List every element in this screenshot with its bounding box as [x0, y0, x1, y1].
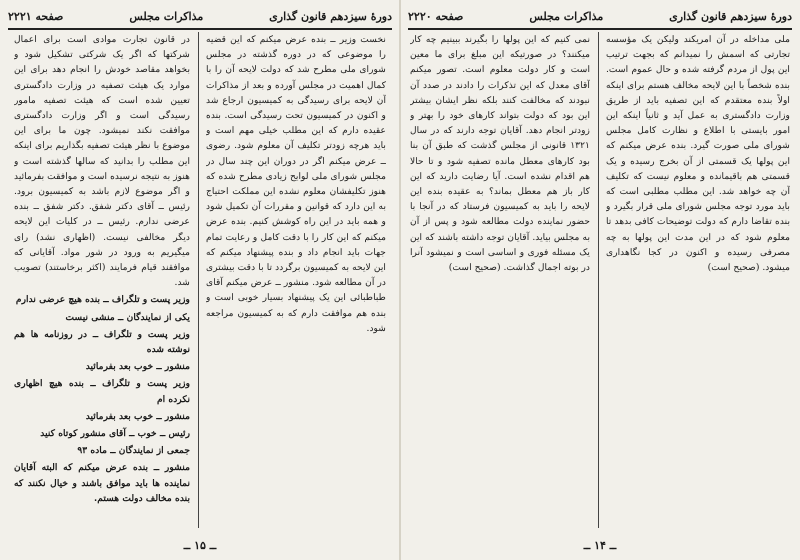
page-folio: ــ ۱۴ ــ — [583, 539, 617, 552]
speaker-line: وزیر پست و تلگراف ــ بنده هیچ اظهاری نکرده ام — [14, 378, 190, 405]
text-column-right — [206, 32, 386, 528]
header-session: دورهٔ سیزدهم قانون گذاری — [669, 9, 792, 23]
header-title: مذاکرات مجلس — [529, 9, 604, 23]
speaker-line: منشور ــ خوب بعد بفرمائید — [85, 361, 190, 373]
speaker-line: منشور ــ خوب بعد بفرمائید — [85, 410, 190, 422]
speaker-line: جمعی از نمایندگان ــ ماده ۹۳ — [77, 445, 190, 457]
column-divider — [198, 32, 199, 528]
speaker-line: وزیر پست و تلگراف ــ در روزنامه ها هم نوشته شده — [14, 328, 190, 356]
speaker-line: منشور ــ بنده عرض میکنم که البته آقایان نماینده ها باید موافق باشند و خیال نکنند که بنده مخالف دولت هستم. — [14, 462, 190, 504]
speaker-line: وزیر پست و تلگراف ــ بنده هیچ عرضی ندارم — [15, 294, 190, 306]
text-column-right — [606, 32, 790, 528]
page-header — [8, 6, 392, 26]
column-text: ملی مداخله در آن امریکند ولیکن یک مؤسسه تجارتی که اسمش را نمیدانم که بجهت ترتیب این پول از مردم گرفته شده و حال عموم است. بنده شخصاً با این لایحه مخالف هستم برای اینکه اولاً بنده معتقدم که این تصفیه باید از طریق وزارت دادگستری به عمل آید و ثانیاً اینکه این امور بایستی با اطلاع و نظارت کامل مجلس شورای ملی صورت گیرد. بنده عرض میکنم که این پولها یک قسمتی از آن بخرج رسیده و یک قسمتی هم باقیمانده و معلوم نیست که تکلیف آن چه خواهد شد. این مطلب مطلبی است که باید مورد توجه مجلس شورای ملی قرار بگیرد و بنده تقاضا دارم که دولت توضیحات کافی بدهد تا معلوم شود که در این مدت این پولها به چه مصرفی رسیده و اکنون در کجا نگاهداری میشود. (صحیح است) — [606, 34, 790, 274]
text-column-left — [410, 32, 590, 528]
header-title: مذاکرات مجلس — [129, 9, 204, 23]
column-text: نمی کنیم که این پولها را بگیرند ببینیم چه کار میکنند؟ در صورتیکه این مبلغ برای ما معین است و کار دولت معلوم است. تصور میکنم آقای معدل که این تذکرات را دادند در صدد آن نبودند که مخالفت کنند بلکه نظر ایشان بیشتر این بود که دولت بتواند کارهای خود را بهتر و زودتر انجام دهد. آقایان توجه دارند که در سال ۱۳۲۱ قانونی از مجلس گذشت که طبق آن بنا بود کارهای معطل مانده تصفیه شود و تا حالا هم اقدام نشده است. آیا رضایت دارید که این کار باز هم معطل بماند؟ به عقیده بنده این لایحه را باید به کمیسیون فرستاد که در آنجا با حضور نماینده دولت مطالعه شود و پس از آن به مجلس بیاید. آقایان توجه داشته باشند که این یک مسئله فوری و اساسی است و نمیشود آنرا در بوته اجمال گذاشت. (صحیح است) — [410, 34, 590, 274]
speaker-line: رئیس ــ خوب ــ آقای منشور کوتاه کنید — [40, 428, 190, 440]
speaker-line: یکی از نمایندگان ــ منشی نیست — [65, 311, 190, 323]
header-page-number: صفحه ۲۲۲۰ — [408, 9, 464, 23]
right-page — [400, 0, 800, 560]
header-page-number: دورهٔ سیزدهم قانون گذاری — [269, 9, 392, 23]
page-folio: ــ ۱۵ ــ — [183, 539, 217, 552]
column-text: در قانون تجارت موادی است برای اعمال شرکتها که اگر یک شرکتی تشکیل شود و بخواهد مقاصد خودش را انجام دهد برای این موارد یک هیئت تصفیه در وزارت دادگستری تعیین شده است که هیئت تصفیه مامور رسیدگی است و اگر وزارت دادگستری موافقت نکند نمیشود. چون ما برای این موضوع با نظر هیئت تصفیه بگذاریم برای اینکه این مطلب را بدانید که سالها گذشته است و هنوز به نتیجه نرسیده است و موافقت بفرمائید و اگر موضوع لازم باشد به کمیسیون برود. رئیس ــ آقای دکتر شفق. دکتر شفق ــ بنده عرضی ندارم. رئیس ــ در کلیات این لایحه دیگر مخالفی نیست. (اظهاری نشد) رای میگیریم به ورود در شور مواد. آقایانی که موافقند قیام فرمایند (اکثر برخاستند) تصویب شد. — [14, 34, 190, 289]
page-header — [408, 6, 792, 26]
column-divider — [598, 32, 599, 528]
text-column-left — [14, 32, 190, 528]
header-rule — [8, 28, 392, 30]
header-session: صفحه ۲۲۲۱ — [8, 9, 64, 23]
column-text: نخست وزیر ــ بنده عرض میکنم که این قضیه را موضوعی که در دوره گذشته در مجلس شورای ملی مطرح شد که دولت لایحه آن را با کمال اهمیت در مجلس آورده و بعد از مذاکرات آن لایحه برای رسیدگی به کمیسیون ارجاع شد و اکنون در کمیسیون تحت رسیدگی است. بنده عقیده دارم که این مطلب خیلی مهم است و باید هرچه زودتر تکلیف آن معلوم شود. رضوی ــ عرض میکنم اگر در دوران این چند سال در مجلس شورای ملی لوایح زیادی مطرح شده که هنوز تکلیفشان معلوم نشده این مملکت احتیاج به این دارد که قوانین و مقررات آن تکمیل شود و همه باید در این راه کوشش کنیم. بنده عرض میکنم که این کار را با دقت کامل و رعایت تمام جهات باید انجام داد و بنده پیشنهاد میکنم که این لایحه به کمیسیون برگردد تا با دقت بیشتری در آن مطالعه شود. منشور ــ عرض میکنم آقای طباطبائی این یک پیشنهاد بسیار خوبی است و بنده هم موافقت دارم که به کمیسیون مراجعه شود. — [206, 34, 386, 334]
header-rule — [408, 28, 792, 30]
